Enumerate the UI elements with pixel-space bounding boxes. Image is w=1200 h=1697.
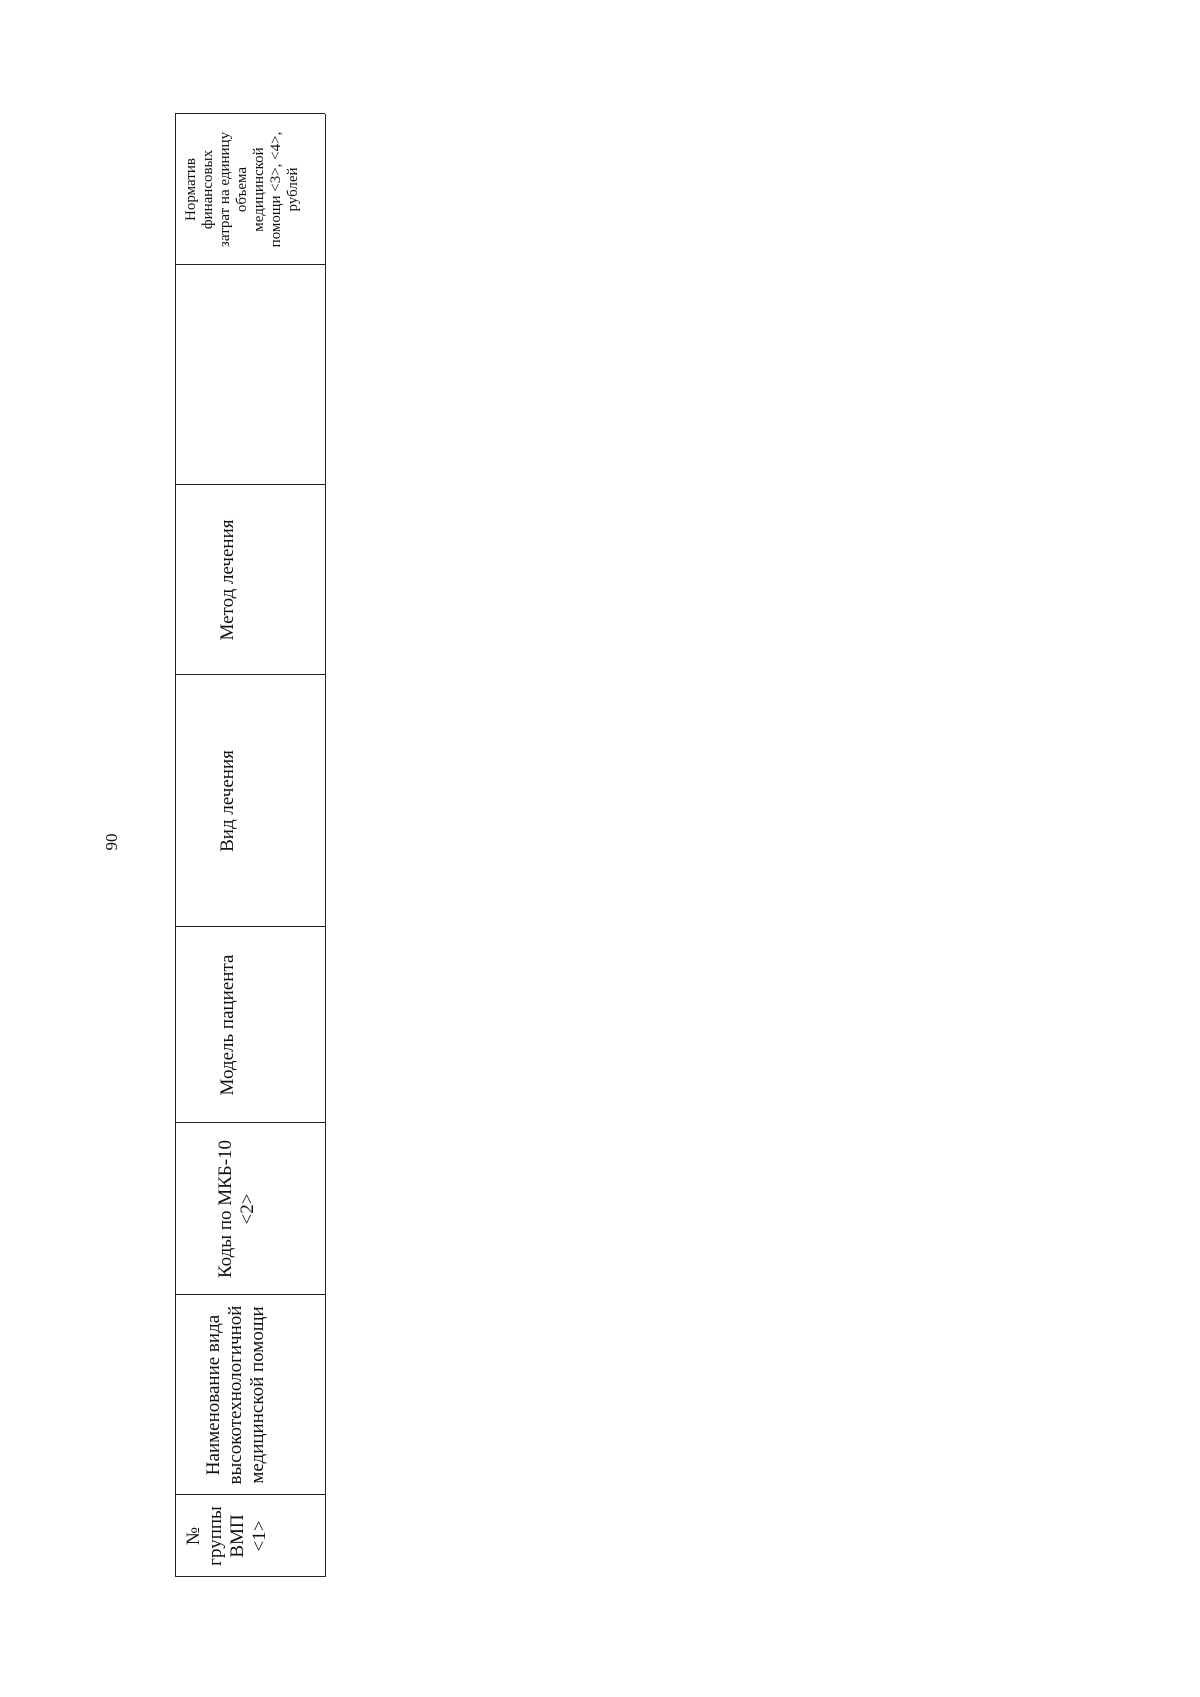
column-divider — [175, 674, 325, 675]
column-divider — [175, 926, 325, 927]
header-group-no: № группы ВМП <1> — [183, 1506, 270, 1566]
column-divider — [175, 484, 325, 485]
vmp-table — [175, 0, 1165, 1577]
table-border-top — [175, 114, 176, 1577]
header-type-name: Наименование вида высокотехнологичной медицинской помощи — [203, 1305, 268, 1485]
header-treatment-method: Метод лечения — [217, 519, 238, 641]
page-number: 90 — [102, 833, 121, 851]
header-cost-norm: Норматив финансовых затрат на единицу объема медицинской помощи <3>, <4>, рублей — [183, 131, 301, 248]
header-icd-codes: Коды по МКБ-10 <2> — [215, 1139, 258, 1279]
header-treatment-type: Вид лечения — [217, 750, 238, 852]
header-patient-model: Модель пациента — [217, 954, 238, 1096]
header-bottom-line — [325, 114, 326, 1577]
